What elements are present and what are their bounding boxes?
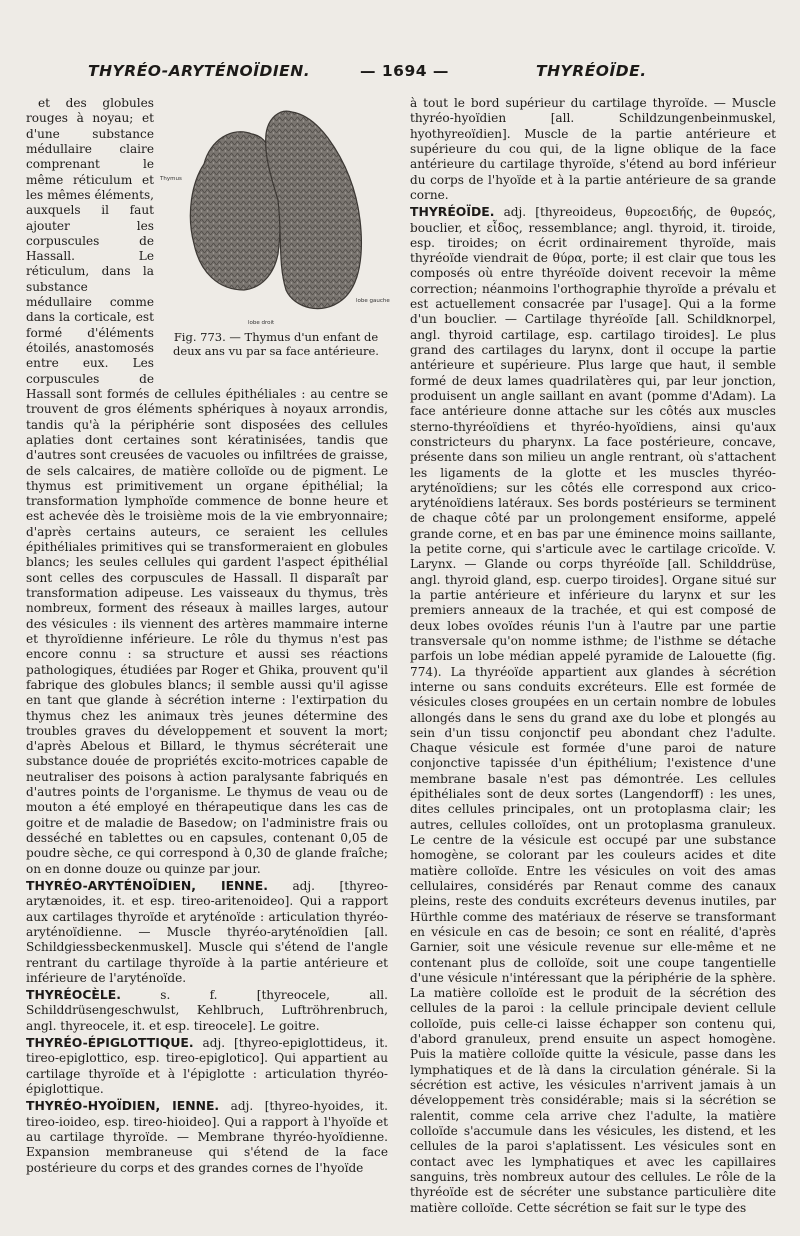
entry-body: s. f. [thyreocele, all. Schilddrüsengeschwulst, Kehlbruch, Luftröhrenbruch, angl. thyreocele, it. et esp. tireocele]. Le goitre. (26, 988, 388, 1033)
headword: THYRÉO-HYOÏDIEN, IENNE. (26, 1098, 220, 1114)
running-head-left: THYRÉO-ARYTÉNOÏDIEN. (88, 62, 311, 80)
headword: THYRÉO-ARYTÉNOÏDIEN, IENNE. (26, 877, 268, 893)
figure-label-right: lobe gauche (356, 298, 390, 304)
entry-thyreo-hyoidien (26, 1098, 388, 1176)
right-column (410, 96, 776, 1216)
entry-thyreoide (410, 204, 776, 1216)
headword: THYRÉOCÈLE. (26, 987, 121, 1003)
entry-body: adj. [thyreo-arytænoides, it. et esp. tireo-aritenoideo]. Qui a rapport aux cartilages thyroïde et aryténoïde : articulation thyréo-aryténoïdienne. — Muscle thyréo-aryténoïdien [all. Schildgiessbeckenmuskel]. Muscle qui s'étend de l'angle rentrant du cartilage thyroïde à la partie antérieure et inférieure de l'aryténoïde. (26, 878, 388, 985)
thymus-text: et des globules rouges à noyau; et d'une substance médullaire claire comprenant le même réticulum et les mêmes éléments, auxquels il faut ajouter les corpuscules de Hassall. Le réticulum, dans la substance médullaire comme dans la corticale, est formé d'éléments étoilés, anastomosés entre eux. Les corpuscules de Hassall sont formés de cellules épithéliales : au centre se trouvent de gros éléments sphériques à noyaux arrondis, tandis qu'à la périphérie sont disposées des cellules aplaties dont certaines sont kératinisées, tandis que d'autres sont creusées de vacuoles ou infiltrées de graisse, de sels calcaires, de matière colloïde ou de pigment. Le thymus est primitivement un organe épithélial; la transformation lymphoïde commence de bonne heure et est achevée dès le troisième mois de la vie embryonnaire; d'après certains auteurs, ce seraient les cellules épithéliales primitives qui se transformeraient en globules blancs; les seules cellules qui gardent l'aspect épithélial sont celles des corpuscules de Hassall. Il disparaît par transformation adipeuse. Les vaisseaux du thymus, très nombreux, forment des réseaux à mailles larges, autour des vésicules : ils viennent des artères mammaire interne et thyroïdienne inférieure. Le rôle du thymus n'est pas encore connu : sa structure et aussi ses réactions pathologiques, étudiées par Roger et Ghika, prouvent qu'il fabrique des globules blancs; il semble aussi qu'il agisse en tant que glande à sécrétion interne : l'extirpation du thymus chez les animaux très jeunes détermine des troubles graves du développement et souvent la mort; d'après Abelous et Billard, le thymus sécréterait une substance douée de propriétés excito-motrices capable de neutraliser des poisons à action paralysante fabriqués en d'autres points de l'organisme. Le thymus de veau ou de mouton a été employé en thérapeutique dans les cas de goitre et de maladie de Basedow; on l'administre frais ou desséché en tablettes ou en capsules, contenant 0,05 de poudre sèche, ce qui correspond à 0,30 de glande fraîche; on en donne douze ou quinze par jour. (26, 96, 388, 876)
entry-thyreo-arytenoidien (26, 878, 388, 986)
figure-caption: Fig. 773. — Thymus d'un enfant de deux ans vu par sa face antérieure. (173, 330, 379, 358)
running-head-right: THYRÉOÏDE. (536, 62, 647, 80)
entry-thyreo-epiglottique (26, 1035, 388, 1097)
figure-label-bottom: lobe droit (248, 320, 275, 326)
entry-thyreocele (26, 987, 388, 1034)
figure-label-left: Thymus (160, 176, 182, 182)
headword: THYRÉOÏDE. (410, 204, 495, 220)
headword: THYRÉO-ÉPIGLOTTIQUE. (26, 1035, 194, 1051)
page-number: — 1694 — (360, 62, 449, 80)
entry-body: adj. [thyreo-hyoides, it. tireo-ioideo, esp. tireo-hioideo]. Qui a rapport à l'hyoïde et au cartilage thyroïde. — Membrane thyréo-hyoïdienne. Expansion membraneuse qui s'étend de la face postérieure du corps et des grandes cornes de l'hyoïde (26, 1099, 388, 1175)
left-column (26, 96, 388, 1176)
thymus-illustration (182, 104, 368, 316)
continued-text: à tout le bord supérieur du cartilage thyroïde. — Muscle thyréo-hyoïdien [all. Schildzungenbeinmuskel, hyothyreoïdien]. Muscle de la partie antérieure et supérieure du cou qui, de la ligne oblique de la face antérieure du cartilage thyroïde, s'étend au bord inférieur du corps de l'hyoïde et à la partie antérieure de sa grande corne. (410, 96, 776, 202)
entry-body: adj. [thyreo-epiglottideus, it. tireo-epiglottico, esp. tireo-epiglotico]. Qui appartient au cartilage thyroïde et à l'épiglotte : articulation thyréo-épiglottique. (26, 1036, 388, 1096)
thymus-figure (160, 104, 392, 386)
thymus-lobe-left (266, 111, 362, 308)
entry-body: adj. [thyreoideus, θυρεοειδής, de θυρεός, bouclier, et εἶδος, ressemblance; angl. thyroid, it. tiroide, esp. tiroides; on écrit ordinairement thyroïde, mais thyréoïde viendrait de θύρα, porte; il est clair que tous les composés où entre thyréoïde doivent recevoir la même correction; néanmoins l'orthographie thyroïde a prévalu et est actuellement consacrée par l'usage]. Qui a la forme d'un bouclier. — Cartilage thyréoïde [all. Schildknorpel, angl. thyroid cartilage, esp. cartilago tiroides]. Le plus grand des cartilages du larynx, dont il occupe la partie antérieure et supérieure. Plus large que haut, il semble formé de deux lames quadrilatères qui, par leur jonction, produisent un angle saillant en avant (pomme d'Adam). La face antérieure donne attache sur les côtés aux muscles sterno-thyréoïdiens et thyréo-hyoïdiens, ainsi qu'aux constricteurs du pharynx. La face postérieure, concave, présente dans son milieu un angle rentrant, où s'attachent les ligaments de la glotte et les muscles thyréo-aryténoïdiens; sur les côtés elle correspond aux crico-aryténoïdiens latéraux. Ses bords postérieurs se terminent de chaque côté par un prolongement ensiforme, appelé grande corne, et en bas par une éminence moins saillante, la petite corne, qui s'articule avec le cartilage cricoïde. V. Larynx. — Glande ou corps thyréoïde [all. Schilddrüse, angl. thyroid gland, esp. cuerpo tiroides]. Organe situé sur la partie antérieure et inférieure du larynx et sur les premiers anneaux de la trachée, et qui est composé de deux lobes ovoïdes réunis l'un à l'autre par une partie transversale qu'on nomme isthme; de l'isthme se détache parfois un lobe médian appelé pyramide de Lalouette (fig. 774). La thyréoïde appartient aux glandes à sécrétion interne ou sans conduits excréteurs. Elle est formée de vésicules closes groupées en un certain nombre de lobules allongés dans le sens du grand axe du lobe et plongés au sein d'un tissu conjonctif peu abondant chez l'adulte. Chaque vésicule est formée d'une paroi de nature conjonctive tapissée d'un épithélium; l'existence d'une membrane basale n'est pas démontrée. Les cellules épithéliales sont de deux sortes (Langendorff) : les unes, dites cellules principales, ont un protoplasma clair; les autres, cellules colloïdes, ont un protoplasma granuleux. Le centre de la vésicule est occupé par une substance homogène, se colorant par les couleurs acides et dite matière colloïde. Entre les vésicules on voit des amas cellulaires, considérés par Renaut comme des canaux pleins, reste des conduits excréteurs devenus inutiles, par Hürthle comme des matériaux de réserve se transformant en vésicule en cas de besoin; ce sont en réalité, d'après Garnier, soit une vésicule revenue sur elle-même et ne contenant plus de colloïde, soit une coupe tangentielle d'une vésicule n'intéressant que la périphérie de la sphère. La matière colloïde est le produit de la sécrétion des cellules de la paroi : la cellule principale devient cellule colloïde, puis celle-ci laisse échapper son contenu qui, d'abord granuleux, prend ensuite un aspect homogène. Puis la matière colloïde quitte la vésicule, passe dans les lymphatiques et de là dans la circulation générale. Si la sécrétion est active, les vésicules n'arrivent jamais à un développement très considérable; mais si la sécrétion se ralentit, comme cela arrive chez l'adulte, la matière colloïde s'accumule dans les vésicules, les distend, et les cellules de la paroi s'aplatissent. Les vésicules sont en contact avec les lymphatiques et avec les capillaires sanguins, très nombreux autour des cellules. Le rôle de la thyréoïde est de sécréter une substance particulière dite matière colloïde. Cette sécrétion se fait sur le type des (410, 205, 776, 1215)
